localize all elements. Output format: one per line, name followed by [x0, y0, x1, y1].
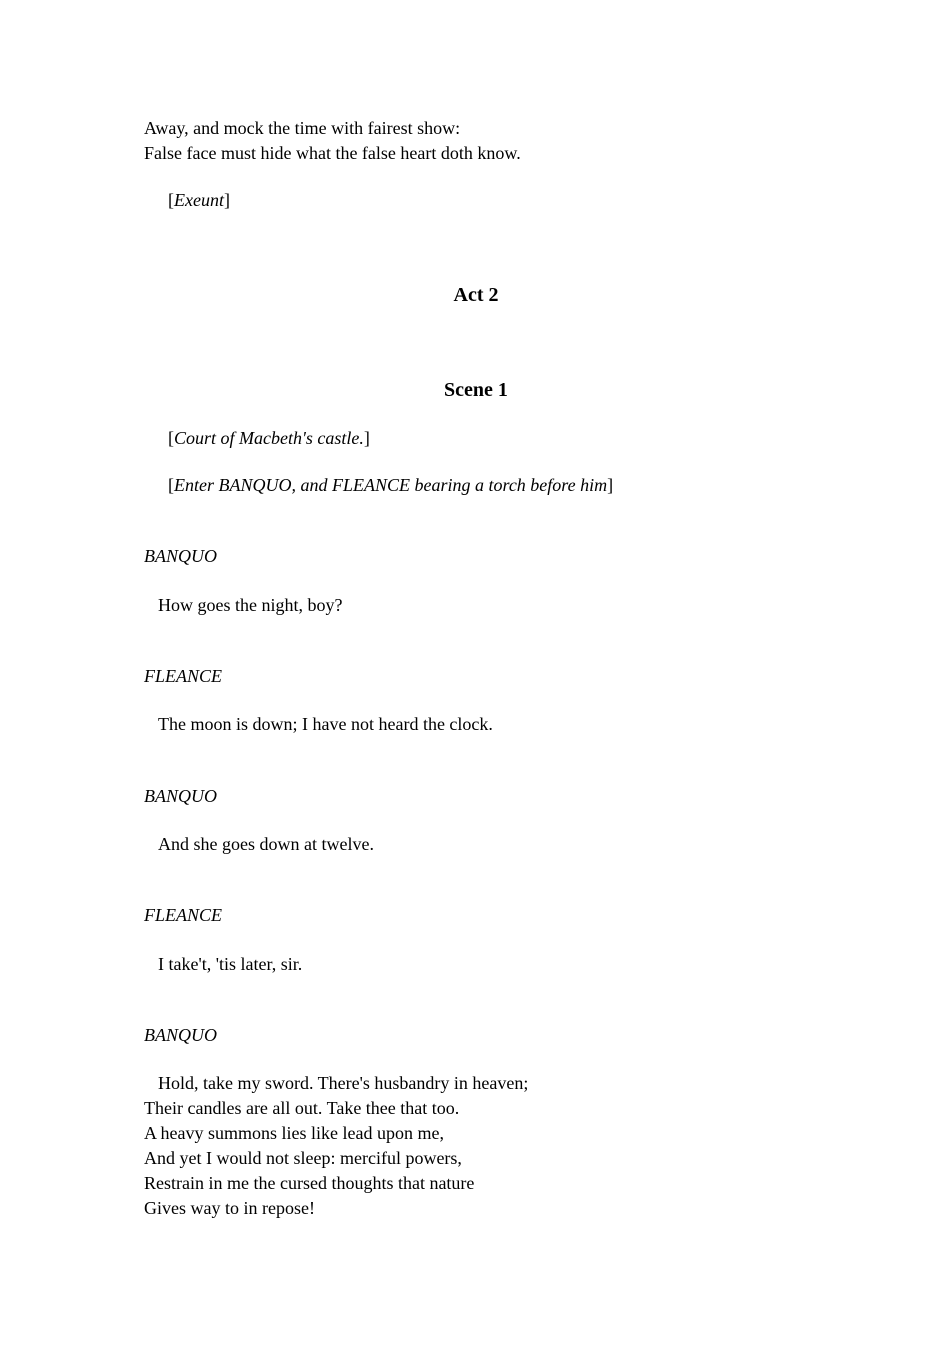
speech-line: Their candles are all out. Take thee that too. [144, 1098, 460, 1118]
speech-line: How goes the night, boy? [158, 595, 343, 615]
stage-direction-text: Enter BANQUO, and FLEANCE bearing a torch before him [174, 475, 608, 495]
speech-line: A heavy summons lies like lead upon me, [144, 1123, 444, 1143]
speaker-name: BANQUO [144, 786, 217, 806]
stage-direction-text: Court of Macbeth's castle. [174, 428, 364, 448]
speech-line: And yet I would not sleep: merciful powers, [144, 1148, 462, 1168]
stage-direction-exeunt: [Exeunt] [168, 190, 230, 210]
speech-line: Hold, take my sword. There's husbandry in heaven; [158, 1073, 529, 1093]
stage-direction-text: Exeunt [174, 190, 224, 210]
speech-line: Gives way to in repose! [144, 1198, 315, 1218]
speech-line: I take't, 'tis later, sir. [158, 954, 303, 974]
speaker-name: FLEANCE [144, 905, 223, 925]
speaker-name: FLEANCE [144, 666, 223, 686]
stage-direction-setting: [Court of Macbeth's castle.] [168, 428, 370, 448]
act-heading: Act 2 [453, 284, 499, 306]
scene-heading: Scene 1 [444, 379, 508, 401]
verse-line: Away, and mock the time with fairest show: [144, 118, 461, 138]
verse-line: False face must hide what the false heart doth know. [144, 143, 521, 163]
stage-direction-entrance: [Enter BANQUO, and FLEANCE bearing a torch before him] [168, 475, 614, 495]
speech-line: And she goes down at twelve. [158, 834, 374, 854]
speech-line: Restrain in me the cursed thoughts that nature [144, 1173, 475, 1193]
speech-line: The moon is down; I have not heard the clock. [158, 714, 493, 734]
speaker-name: BANQUO [144, 546, 217, 566]
speaker-name: BANQUO [144, 1025, 217, 1045]
